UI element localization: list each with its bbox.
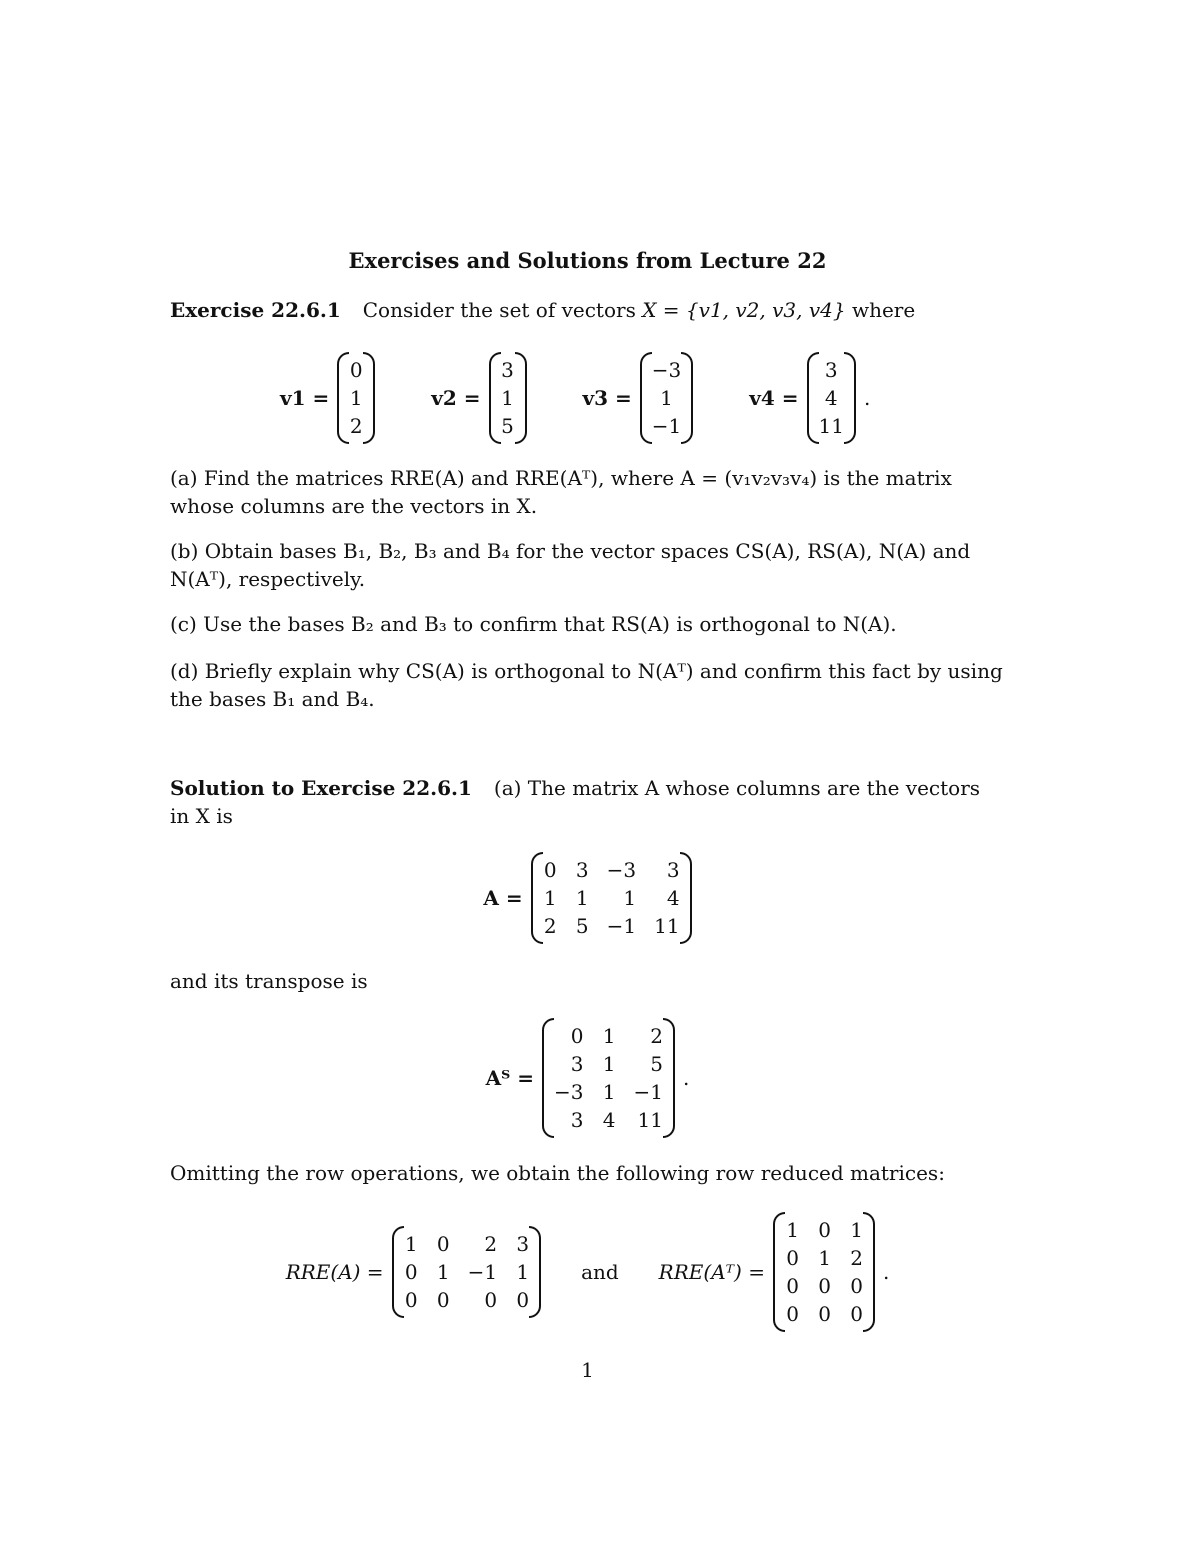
vector-label: v1 = <box>280 386 330 410</box>
vector-matrix <box>489 352 527 444</box>
matrix-cell: 1 <box>516 1260 530 1284</box>
vector-label: v2 = <box>431 386 481 410</box>
solution-heading: Solution to Exercise 22.6.1 <box>170 776 472 800</box>
matrix-cell: 0 <box>516 1288 530 1312</box>
matrix-cell: 11 <box>818 414 844 438</box>
matrix-cell: 0 <box>850 1274 863 1298</box>
matrix-cell: 0 <box>436 1288 450 1312</box>
matrix-cell: 1 <box>543 886 557 910</box>
vector-matrix <box>337 352 375 444</box>
matrix-cell: 2 <box>650 1024 663 1048</box>
and-text: and <box>581 1260 619 1284</box>
matrix-cell: 3 <box>824 358 838 382</box>
matrix-cell: 3 <box>570 1052 584 1076</box>
matrix-A-label: A = <box>483 886 523 910</box>
exercise-part-b: (b) Obtain bases B₁, B₂, B₃ and B₄ for the vector spaces CS(A), RS(A), N(A) and N(Aᵀ), respectively. <box>170 539 971 591</box>
matrix-cell: 1 <box>436 1260 450 1284</box>
page-number: 1 <box>581 1358 594 1382</box>
matrix-cell: −3 <box>651 358 682 382</box>
vector-matrix <box>640 352 693 444</box>
matrix-cell: 2 <box>349 414 363 438</box>
vector-v3 <box>583 352 694 444</box>
matrix-cell: 4 <box>602 1108 616 1132</box>
matrix-cell: 11 <box>637 1108 663 1132</box>
matrix-cell: 11 <box>654 914 680 938</box>
transpose-text: and its transpose is <box>170 969 368 993</box>
rre-AT-label: RRE(Aᵀ) = <box>658 1260 765 1284</box>
page-title: Exercises and Solutions from Lecture 22 <box>348 248 827 273</box>
matrix-cell: 0 <box>818 1274 831 1298</box>
matrix-cell: 3 <box>666 858 680 882</box>
matrix-cell: 1 <box>404 1232 418 1256</box>
rre-AT-matrix <box>773 1212 875 1332</box>
exercise-heading: Exercise 22.6.1 <box>170 298 341 322</box>
matrix-cell: 3 <box>575 858 589 882</box>
matrix-cell: 2 <box>543 914 557 938</box>
matrix-cell: 1 <box>349 386 363 410</box>
matrix-cell: 1 <box>602 1080 616 1104</box>
matrix-cell: 1 <box>623 886 637 910</box>
rre-row <box>170 1212 1005 1332</box>
matrix-cell: 0 <box>786 1246 799 1270</box>
matrix-AT <box>542 1018 675 1138</box>
matrix-A <box>531 852 692 944</box>
matrix-cell: 1 <box>501 386 514 410</box>
vector-v2 <box>431 352 526 444</box>
matrix-cell: 0 <box>786 1302 799 1326</box>
document-page <box>170 0 1005 1553</box>
vector-label: v3 = <box>582 386 632 410</box>
matrix-cell: 3 <box>501 358 514 382</box>
matrix-cell: 0 <box>570 1024 584 1048</box>
matrix-AT-row <box>170 1018 1005 1138</box>
rre-A-matrix <box>392 1226 541 1318</box>
exercise-intro-prefix: Consider the set of vectors <box>362 298 643 322</box>
vector-v4 <box>749 352 870 444</box>
omit-text: Omitting the row operations, we obtain the following row reduced matrices: <box>170 1161 945 1185</box>
matrix-cell: −1 <box>606 914 637 938</box>
matrix-cell: 2 <box>484 1232 498 1256</box>
vector-label: v4 = <box>749 386 799 410</box>
matrix-cell: 0 <box>543 858 557 882</box>
matrix-cell: 0 <box>786 1274 799 1298</box>
exercise-part-d: (d) Briefly explain why CS(A) is orthogonal to N(Aᵀ) and confirm this fact by using the bases B₁ and B₄. <box>170 659 1003 711</box>
exercise-set-expr: X = {v1, v2, v3, v4} <box>642 298 846 322</box>
matrix-cell: 1 <box>660 386 673 410</box>
matrix-cell: 5 <box>575 914 589 938</box>
matrix-cell: 0 <box>349 358 363 382</box>
matrix-cell: 0 <box>404 1260 418 1284</box>
exercise-intro-suffix: where <box>845 298 916 322</box>
solution-intro-text: (a) The matrix A whose columns are the vectors in X is <box>170 776 981 828</box>
matrix-cell: −1 <box>467 1260 498 1284</box>
exercise-intro <box>170 296 1005 324</box>
vector-trail: . <box>864 386 871 410</box>
exercise-part-c: (c) Use the bases B₂ and B₃ to confirm that RS(A) is orthogonal to N(A). <box>170 612 897 636</box>
matrix-cell: 3 <box>570 1108 584 1132</box>
matrix-A-row <box>170 852 1005 944</box>
matrix-cell: −1 <box>651 414 682 438</box>
matrix-cell: 1 <box>575 886 589 910</box>
matrix-cell: 5 <box>501 414 514 438</box>
matrix-cell: 1 <box>850 1218 863 1242</box>
matrix-cell: 1 <box>602 1024 616 1048</box>
matrix-cell: 0 <box>484 1288 498 1312</box>
vectors-row <box>280 352 1005 444</box>
matrix-cell: 3 <box>516 1232 530 1256</box>
matrix-AT-trail: . <box>682 1066 690 1090</box>
matrix-cell: 1 <box>818 1246 831 1270</box>
matrix-cell: 2 <box>850 1246 863 1270</box>
rre-AT-trail: . <box>882 1260 890 1284</box>
rre-A-label: RRE(A) = <box>285 1260 384 1284</box>
matrix-cell: 1 <box>602 1052 616 1076</box>
matrix-cell: 0 <box>404 1288 418 1312</box>
matrix-cell: 4 <box>824 386 838 410</box>
matrix-cell: −1 <box>633 1080 663 1104</box>
matrix-cell: 1 <box>786 1218 799 1242</box>
exercise-part-a: (a) Find the matrices RRE(A) and RRE(Aᵀ), where A = (v₁v₂v₃v₄) is the matrix whose columns are the vectors in X. <box>170 466 952 518</box>
matrix-AT-label: Aᵀ = <box>485 1066 534 1090</box>
solution-intro <box>170 774 1005 830</box>
matrix-cell: 0 <box>436 1232 450 1256</box>
matrix-cell: 0 <box>818 1302 831 1326</box>
matrix-cell: 0 <box>818 1218 831 1242</box>
matrix-cell: −3 <box>606 858 637 882</box>
matrix-cell: −3 <box>554 1080 584 1104</box>
vector-v1 <box>280 352 375 444</box>
vector-matrix <box>807 352 856 444</box>
matrix-cell: 0 <box>850 1302 863 1326</box>
matrix-cell: 5 <box>650 1052 663 1076</box>
matrix-cell: 4 <box>666 886 680 910</box>
